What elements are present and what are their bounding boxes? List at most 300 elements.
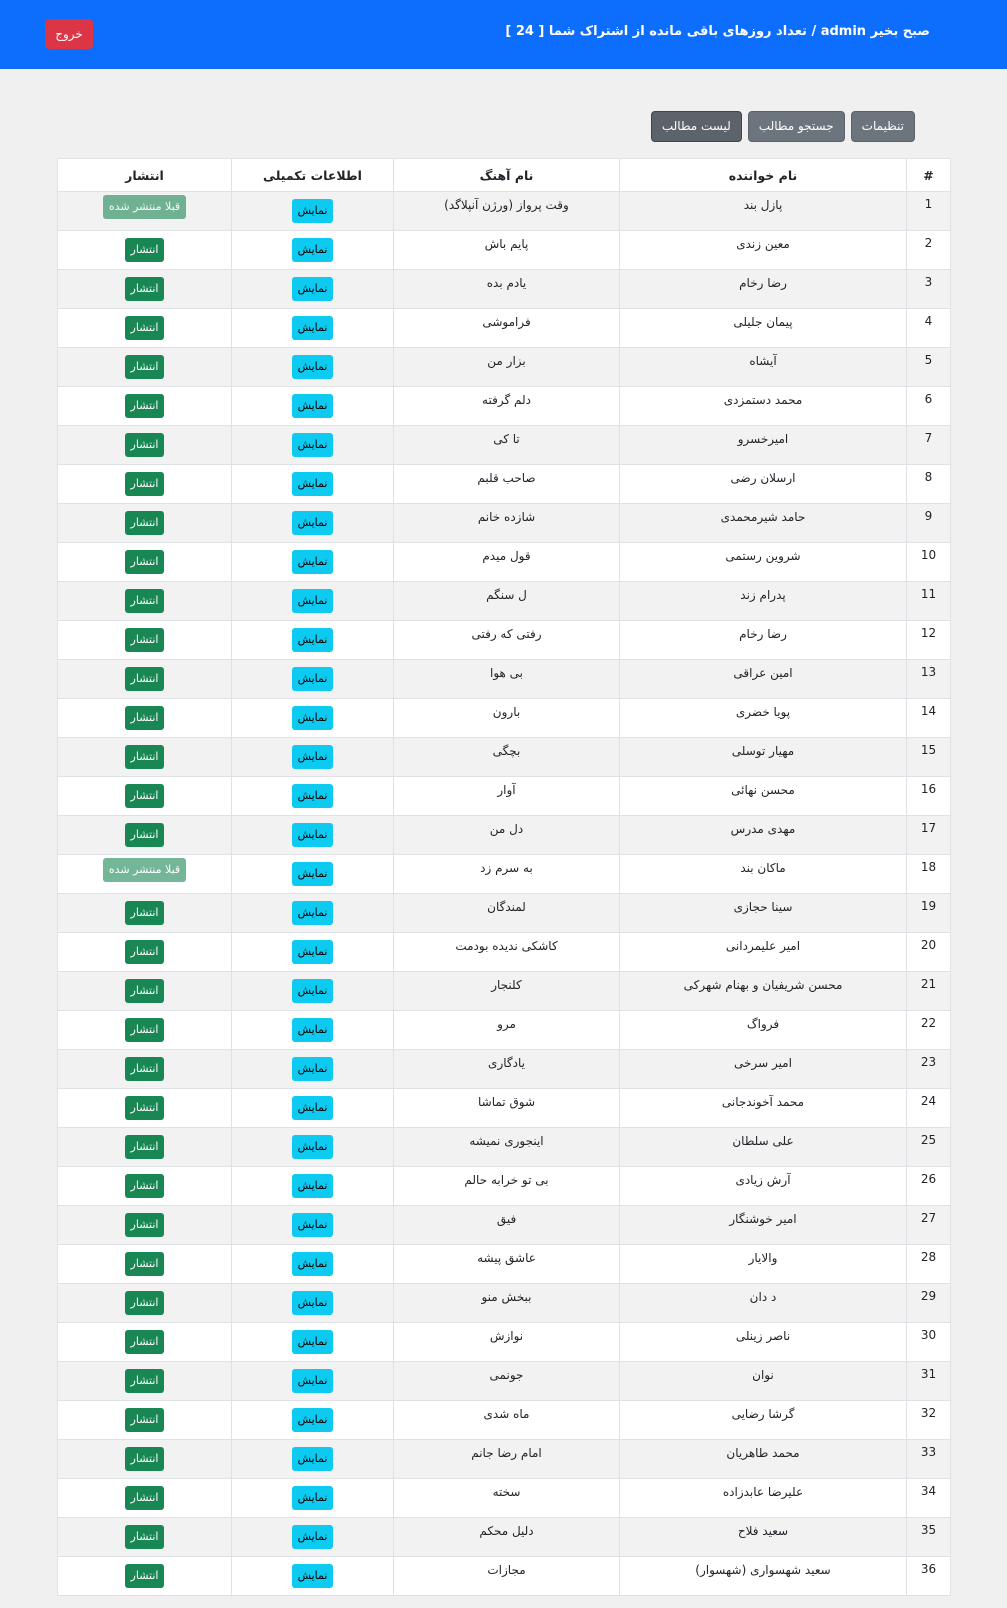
publish-cell — [58, 1089, 232, 1128]
details-cell — [232, 231, 394, 270]
row-number-cell — [907, 309, 951, 348]
publish-button[interactable]: انتشار — [125, 589, 165, 613]
row-number: 17 — [920, 821, 937, 835]
singer-name: محسن شریفیان و بهنام شهرکی — [683, 978, 843, 992]
row-number: 24 — [920, 1094, 937, 1108]
row-number: 9 — [924, 509, 933, 523]
publish-cell — [58, 387, 232, 426]
row-number: 28 — [920, 1250, 937, 1264]
singer-name: پویا خضری — [735, 705, 791, 719]
show-details-button[interactable]: نمایش — [292, 940, 334, 964]
row-number-cell — [907, 1284, 951, 1323]
show-details-button[interactable]: نمایش — [292, 1135, 334, 1159]
song-name-cell — [394, 387, 620, 426]
publish-button[interactable]: انتشار — [125, 472, 165, 496]
details-cell — [232, 972, 394, 1011]
details-cell — [232, 894, 394, 933]
song-name-cell — [394, 1128, 620, 1167]
singer-name-cell — [620, 816, 907, 855]
singer-name: امیر سرخی — [734, 1056, 792, 1070]
singer-name: علیرضا عابدزاده — [722, 1485, 804, 1499]
column-header-song: نام آهنگ — [394, 159, 620, 192]
publish-button[interactable]: انتشار — [125, 784, 165, 808]
show-details-button[interactable]: نمایش — [292, 1525, 334, 1549]
table-row — [58, 777, 951, 816]
details-cell — [232, 309, 394, 348]
song-name-cell — [394, 1011, 620, 1050]
show-details-button[interactable]: نمایش — [292, 1252, 334, 1276]
publish-button[interactable]: انتشار — [125, 316, 165, 340]
row-number-cell — [907, 1479, 951, 1518]
row-number: 16 — [920, 782, 937, 796]
table-row — [58, 465, 951, 504]
table-header-row — [58, 159, 951, 192]
row-number-cell — [907, 1362, 951, 1401]
show-details-button[interactable]: نمایش — [292, 316, 334, 340]
song-name: بارون — [492, 705, 521, 719]
details-cell — [232, 621, 394, 660]
publish-button[interactable]: انتشار — [125, 1057, 165, 1081]
singer-name: محسن نهائی — [731, 783, 795, 797]
row-number-cell — [907, 1440, 951, 1479]
publish-cell — [58, 1440, 232, 1479]
show-details-button[interactable]: نمایش — [292, 277, 334, 301]
publish-button[interactable]: انتشار — [125, 823, 165, 847]
song-name-cell — [394, 855, 620, 894]
publish-cell — [58, 1206, 232, 1245]
row-number-cell — [907, 621, 951, 660]
table-row — [58, 1206, 951, 1245]
table-row — [58, 1362, 951, 1401]
row-number-cell — [907, 387, 951, 426]
details-cell — [232, 1245, 394, 1284]
row-number: 32 — [920, 1406, 937, 1420]
song-name-cell — [394, 1050, 620, 1089]
row-number: 33 — [920, 1445, 937, 1459]
singer-name: امیر خوشنگار — [729, 1212, 797, 1226]
show-details-button[interactable]: نمایش — [292, 628, 334, 652]
singer-name-cell — [620, 738, 907, 777]
song-name: نوازش — [489, 1329, 524, 1343]
publish-button[interactable]: انتشار — [125, 628, 165, 652]
details-cell — [232, 1362, 394, 1401]
table-row — [58, 972, 951, 1011]
singer-name: آرش زیادی — [735, 1173, 791, 1187]
singer-name-cell — [620, 543, 907, 582]
song-name: سخته — [492, 1485, 521, 1499]
row-number: 15 — [920, 743, 937, 757]
singer-name-cell — [620, 348, 907, 387]
show-details-button[interactable]: نمایش — [292, 550, 334, 574]
table-row — [58, 1401, 951, 1440]
posts-table — [57, 158, 951, 1596]
publish-button[interactable]: انتشار — [125, 1018, 165, 1042]
singer-name-cell — [620, 972, 907, 1011]
row-number-cell — [907, 1323, 951, 1362]
song-name-cell — [394, 1440, 620, 1479]
song-name: تا کی — [493, 432, 520, 446]
table-row — [58, 1128, 951, 1167]
row-number: 5 — [924, 353, 933, 367]
song-name-cell — [394, 816, 620, 855]
singer-name-cell — [620, 855, 907, 894]
column-header-publish: انتشار — [58, 159, 232, 192]
publish-button[interactable]: انتشار — [125, 979, 165, 1003]
singer-name-cell — [620, 1518, 907, 1557]
song-name: بی تو خرابه حالم — [464, 1173, 549, 1187]
publish-button[interactable]: انتشار — [125, 394, 165, 418]
publish-button[interactable]: انتشار — [125, 511, 165, 535]
publish-button[interactable]: انتشار — [125, 1252, 165, 1276]
song-name: بزار من — [487, 354, 526, 368]
publish-cell — [58, 543, 232, 582]
row-number-cell — [907, 504, 951, 543]
song-name: دل من — [489, 822, 524, 836]
already-published-button: قبلا منتشر شده — [103, 858, 186, 882]
song-name-cell — [394, 309, 620, 348]
row-number: 4 — [924, 314, 933, 328]
details-cell — [232, 387, 394, 426]
singer-name: مهیار توسلی — [731, 744, 795, 758]
singer-name: ناصر زینلی — [735, 1329, 791, 1343]
publish-button[interactable]: انتشار — [125, 238, 165, 262]
song-name-cell — [394, 1089, 620, 1128]
row-number: 14 — [920, 704, 937, 718]
details-cell — [232, 1518, 394, 1557]
publish-cell — [58, 1128, 232, 1167]
show-details-button[interactable]: نمایش — [292, 1018, 334, 1042]
song-name: مجازات — [487, 1563, 526, 1577]
song-name: یادگاری — [488, 1056, 525, 1070]
nav-settings-button[interactable]: تنظیمات — [851, 111, 915, 142]
singer-name-cell — [620, 777, 907, 816]
row-number: 26 — [920, 1172, 937, 1186]
logout-button[interactable]: خروج — [45, 19, 93, 49]
singer-name: امیرخسرو — [737, 432, 789, 446]
singer-name-cell — [620, 660, 907, 699]
song-name: جونمی — [489, 1368, 524, 1382]
singer-name: سعید فلاح — [737, 1524, 789, 1538]
row-number: 7 — [924, 431, 933, 445]
singer-name: آیشاه — [749, 354, 777, 368]
song-name-cell — [394, 1362, 620, 1401]
row-number-cell — [907, 1011, 951, 1050]
show-details-button[interactable]: نمایش — [292, 511, 334, 535]
publish-cell — [58, 1557, 232, 1596]
publish-cell — [58, 699, 232, 738]
row-number-cell — [907, 738, 951, 777]
row-number-cell — [907, 1128, 951, 1167]
show-details-button[interactable]: نمایش — [292, 1408, 334, 1432]
show-details-button[interactable]: نمایش — [292, 589, 334, 613]
publish-cell — [58, 855, 232, 894]
table-row — [58, 1011, 951, 1050]
table-row — [58, 1167, 951, 1206]
show-details-button[interactable]: نمایش — [292, 1174, 334, 1198]
publish-button[interactable]: انتشار — [125, 901, 165, 925]
publish-cell — [58, 1284, 232, 1323]
row-number: 20 — [920, 938, 937, 952]
song-name-cell — [394, 426, 620, 465]
singer-name-cell — [620, 387, 907, 426]
song-name: اینجوری نمیشه — [469, 1134, 544, 1148]
song-name-cell — [394, 270, 620, 309]
details-cell — [232, 192, 394, 231]
show-details-button[interactable]: نمایش — [292, 784, 334, 808]
row-number-cell — [907, 972, 951, 1011]
singer-name-cell — [620, 582, 907, 621]
show-details-button[interactable]: نمایش — [292, 1447, 334, 1471]
show-details-button[interactable]: نمایش — [292, 1291, 334, 1315]
details-cell — [232, 933, 394, 972]
song-name-cell — [394, 1401, 620, 1440]
publish-button[interactable]: انتشار — [125, 1564, 165, 1588]
song-name: ماه شدی — [483, 1407, 530, 1421]
singer-name-cell — [620, 270, 907, 309]
show-details-button[interactable]: نمایش — [292, 394, 334, 418]
publish-button[interactable]: انتشار — [125, 1408, 165, 1432]
row-number: 12 — [920, 626, 937, 640]
song-name: آوار — [497, 783, 516, 797]
singer-name: علی سلطان — [732, 1134, 794, 1148]
row-number-cell — [907, 270, 951, 309]
publish-cell — [58, 660, 232, 699]
nav-post-list-button[interactable]: لیست مطالب — [651, 111, 742, 142]
singer-name-cell — [620, 309, 907, 348]
table-row — [58, 1518, 951, 1557]
row-number: 29 — [920, 1289, 937, 1303]
row-number-cell — [907, 1206, 951, 1245]
details-cell — [232, 1167, 394, 1206]
singer-name: پازل بند — [743, 198, 783, 212]
table-row — [58, 1557, 951, 1596]
row-number-cell — [907, 1089, 951, 1128]
table-row — [58, 270, 951, 309]
show-details-button[interactable]: نمایش — [292, 238, 334, 262]
song-name: کاشکی ندیده بودمت — [455, 939, 558, 953]
publish-cell — [58, 777, 232, 816]
show-details-button[interactable]: نمایش — [292, 199, 334, 223]
publish-button[interactable]: انتشار — [125, 1525, 165, 1549]
table-row — [58, 387, 951, 426]
table-row — [58, 1323, 951, 1362]
song-name: وقت پرواز (ورژن آنپلاگد) — [444, 198, 569, 212]
row-number: 23 — [920, 1055, 937, 1069]
publish-button[interactable]: انتشار — [125, 355, 165, 379]
row-number-cell — [907, 1245, 951, 1284]
show-details-button[interactable]: نمایش — [292, 862, 334, 886]
singer-name-cell — [620, 933, 907, 972]
song-name: کلنجار — [491, 978, 522, 992]
show-details-button[interactable]: نمایش — [292, 901, 334, 925]
singer-name-cell — [620, 231, 907, 270]
publish-button[interactable]: انتشار — [125, 1213, 165, 1237]
row-number-cell — [907, 192, 951, 231]
row-number-cell — [907, 699, 951, 738]
song-name-cell — [394, 894, 620, 933]
singer-name: د دان — [749, 1290, 777, 1304]
publish-button[interactable]: انتشار — [125, 1330, 165, 1354]
table-row — [58, 348, 951, 387]
publish-cell — [58, 1479, 232, 1518]
song-name-cell — [394, 504, 620, 543]
table-row — [58, 816, 951, 855]
show-details-button[interactable]: نمایش — [292, 1369, 334, 1393]
song-name-cell — [394, 1167, 620, 1206]
singer-name: امین عراقی — [733, 666, 793, 680]
publish-button[interactable]: انتشار — [125, 1486, 165, 1510]
details-cell — [232, 1440, 394, 1479]
show-details-button[interactable]: نمایش — [292, 823, 334, 847]
table-row — [58, 582, 951, 621]
song-name-cell — [394, 1518, 620, 1557]
row-number: 21 — [920, 977, 937, 991]
row-number: 6 — [924, 392, 933, 406]
table-row — [58, 1050, 951, 1089]
publish-cell — [58, 738, 232, 777]
row-number: 3 — [924, 275, 933, 289]
song-name-cell — [394, 933, 620, 972]
song-name: رفتی که رفتی — [471, 627, 542, 641]
table-row — [58, 855, 951, 894]
singer-name-cell — [620, 699, 907, 738]
row-number: 27 — [920, 1211, 937, 1225]
show-details-button[interactable]: نمایش — [292, 667, 334, 691]
row-number: 30 — [920, 1328, 937, 1342]
singer-name-cell — [620, 1128, 907, 1167]
already-published-button: قبلا منتشر شده — [103, 195, 186, 219]
publish-button[interactable]: انتشار — [125, 1369, 165, 1393]
row-number: 22 — [920, 1016, 937, 1030]
details-cell — [232, 543, 394, 582]
show-details-button[interactable]: نمایش — [292, 745, 334, 769]
details-cell — [232, 348, 394, 387]
singer-name: سعید شهسواری (شهسوار) — [695, 1563, 831, 1577]
table-row — [58, 426, 951, 465]
nav-search-posts-button[interactable]: جستجو مطالب — [748, 111, 845, 142]
publish-button[interactable]: انتشار — [125, 667, 165, 691]
details-cell — [232, 270, 394, 309]
publish-cell — [58, 1518, 232, 1557]
details-cell — [232, 1557, 394, 1596]
publish-cell — [58, 1401, 232, 1440]
publish-cell — [58, 621, 232, 660]
publish-button[interactable]: انتشار — [125, 1135, 165, 1159]
publish-button[interactable]: انتشار — [125, 433, 165, 457]
song-name-cell — [394, 777, 620, 816]
singer-name: حامد شیرمحمدی — [720, 510, 806, 524]
publish-button[interactable]: انتشار — [125, 940, 165, 964]
publish-cell — [58, 1362, 232, 1401]
show-details-button[interactable]: نمایش — [292, 706, 334, 730]
publish-button[interactable]: انتشار — [125, 1096, 165, 1120]
song-name-cell — [394, 465, 620, 504]
singer-name-cell — [620, 1167, 907, 1206]
column-header-details: اطلاعات تکمیلی — [232, 159, 394, 192]
column-header-singer: نام خواننده — [620, 159, 907, 192]
song-name-cell — [394, 1557, 620, 1596]
publish-button[interactable]: انتشار — [125, 550, 165, 574]
show-details-button[interactable]: نمایش — [292, 1096, 334, 1120]
publish-cell — [58, 231, 232, 270]
table-row — [58, 504, 951, 543]
publish-button[interactable]: انتشار — [125, 1447, 165, 1471]
table-row — [58, 699, 951, 738]
song-name: ل سنگم — [486, 588, 527, 602]
table-row — [58, 231, 951, 270]
publish-button[interactable]: انتشار — [125, 1291, 165, 1315]
singer-name: شروین رستمی — [725, 549, 801, 563]
table-row — [58, 1245, 951, 1284]
show-details-button[interactable]: نمایش — [292, 433, 334, 457]
show-details-button[interactable]: نمایش — [292, 355, 334, 379]
row-number-cell — [907, 855, 951, 894]
publish-button[interactable]: انتشار — [125, 706, 165, 730]
singer-name-cell — [620, 1206, 907, 1245]
publish-button[interactable]: انتشار — [125, 745, 165, 769]
details-cell — [232, 582, 394, 621]
singer-name-cell — [620, 894, 907, 933]
publish-cell — [58, 426, 232, 465]
singer-name-cell — [620, 1284, 907, 1323]
singer-name-cell — [620, 1401, 907, 1440]
publish-cell — [58, 504, 232, 543]
row-number-cell — [907, 543, 951, 582]
details-cell — [232, 738, 394, 777]
details-cell — [232, 699, 394, 738]
table-row — [58, 1440, 951, 1479]
publish-cell — [58, 192, 232, 231]
singer-name: رضا رخام — [739, 276, 787, 290]
show-details-button[interactable]: نمایش — [292, 1213, 334, 1237]
song-name-cell — [394, 1284, 620, 1323]
publish-button[interactable]: انتشار — [125, 277, 165, 301]
publish-cell — [58, 816, 232, 855]
publish-cell — [58, 582, 232, 621]
song-name: عاشق پیشه — [477, 1251, 536, 1265]
show-details-button[interactable]: نمایش — [292, 1057, 334, 1081]
row-number: 36 — [920, 1562, 937, 1576]
details-cell — [232, 1479, 394, 1518]
row-number: 2 — [924, 236, 933, 250]
singer-name: نوان — [752, 1368, 774, 1382]
singer-name-cell — [620, 465, 907, 504]
details-cell — [232, 426, 394, 465]
singer-name: محمد آخوندجانی — [721, 1095, 805, 1109]
song-name-cell — [394, 1245, 620, 1284]
song-name: شازده خانم — [477, 510, 536, 524]
show-details-button[interactable]: نمایش — [292, 1486, 334, 1510]
show-details-button[interactable]: نمایش — [292, 472, 334, 496]
song-name: فیق — [496, 1212, 517, 1226]
singer-name: والایار — [748, 1251, 778, 1265]
publish-cell — [58, 465, 232, 504]
row-number: 11 — [920, 587, 937, 601]
song-name: دلیل محکم — [479, 1524, 534, 1538]
show-details-button[interactable]: نمایش — [292, 1564, 334, 1588]
show-details-button[interactable]: نمایش — [292, 979, 334, 1003]
details-cell — [232, 1401, 394, 1440]
song-name: دلم گرفته — [482, 393, 531, 407]
singer-name-cell — [620, 192, 907, 231]
song-name-cell — [394, 1479, 620, 1518]
singer-name: گرشا رضایی — [731, 1407, 795, 1421]
show-details-button[interactable]: نمایش — [292, 1330, 334, 1354]
song-name-cell — [394, 1206, 620, 1245]
column-header-number: # — [907, 159, 951, 192]
publish-button[interactable]: انتشار — [125, 1174, 165, 1198]
row-number-cell — [907, 933, 951, 972]
